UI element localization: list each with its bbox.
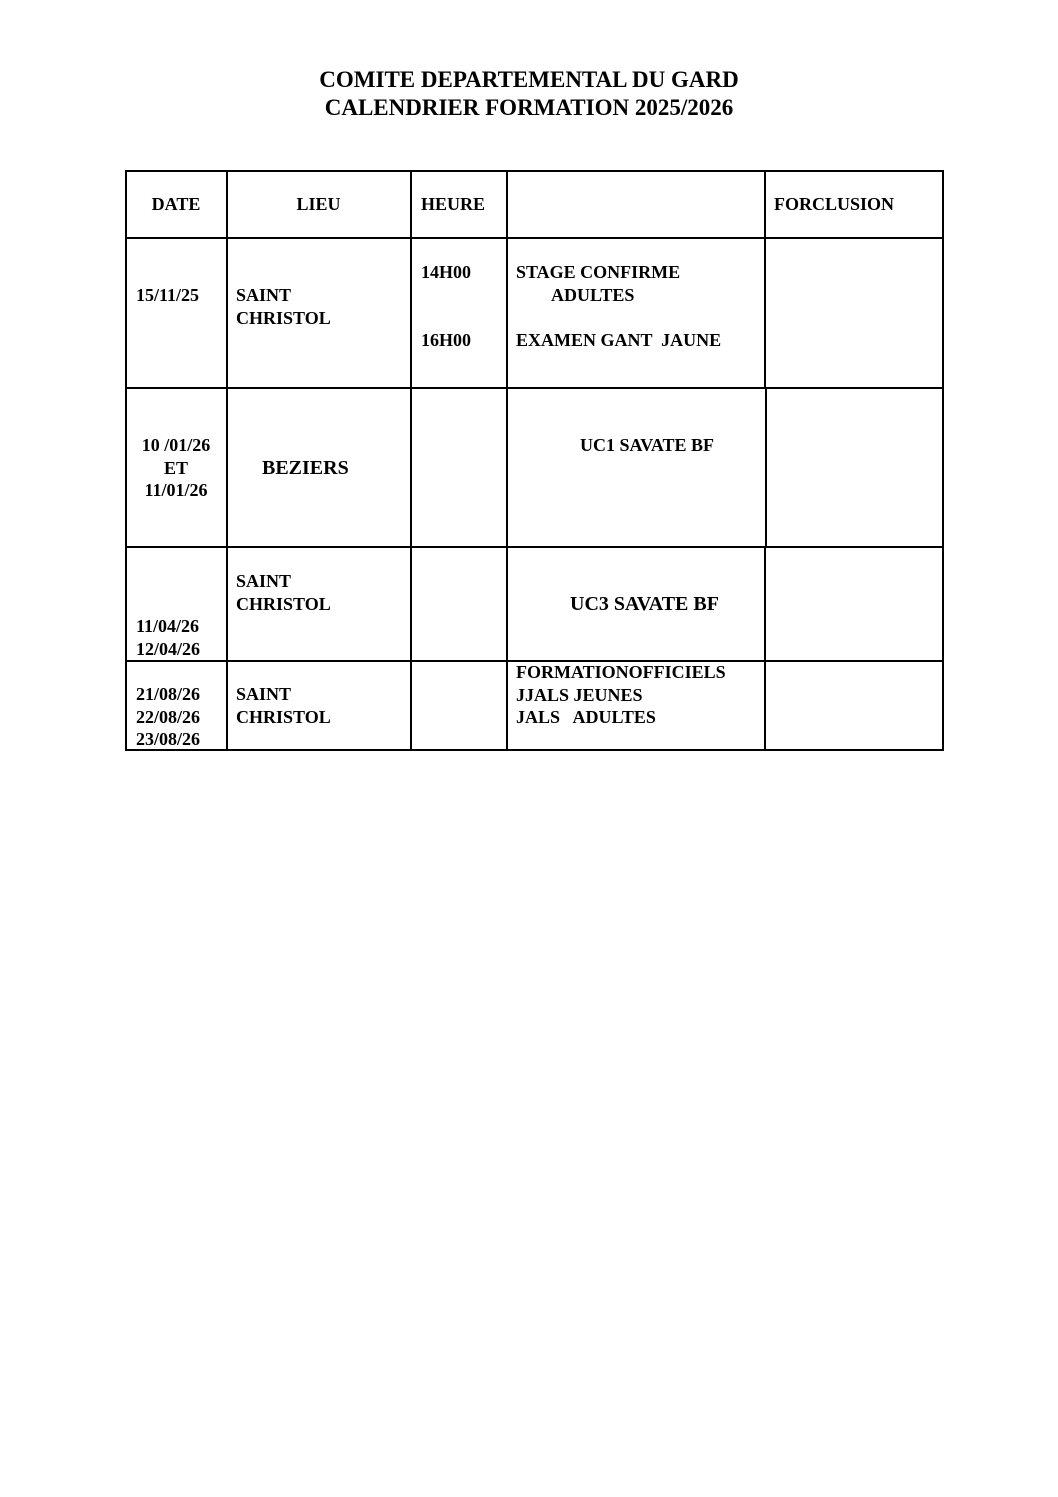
row-date: 15/11/25 <box>136 285 200 305</box>
row-date: 21/08/26 22/08/26 23/08/26 <box>136 684 201 749</box>
column-divider <box>764 546 766 751</box>
row-divider <box>125 546 944 548</box>
column-divider <box>506 170 508 751</box>
row-lieu: SAINT CHRISTOL <box>236 285 331 328</box>
row-content: STAGE CONFIRME ADULTES <box>516 262 681 305</box>
column-divider <box>764 170 766 388</box>
header-heure: HEURE <box>421 194 486 214</box>
table-border-bottom <box>125 749 944 751</box>
row-date: 10 /01/26 ET 11/01/26 <box>141 435 211 500</box>
row-lieu: SAINT CHRISTOL <box>236 684 331 727</box>
row-date: 11/04/26 12/04/26 <box>136 616 201 659</box>
header-date: DATE <box>151 194 201 214</box>
row-content: UC1 SAVATE BF <box>580 435 715 455</box>
column-divider <box>765 387 767 547</box>
row-lieu: SAINT CHRISTOL <box>236 571 331 614</box>
row-divider <box>125 387 944 389</box>
row-content: FORMATIONOFFICIELS JJALS JEUNES JALS ADULTES <box>516 662 726 727</box>
row-content: EXAMEN GANT JAUNE <box>516 330 722 350</box>
column-divider <box>226 170 228 751</box>
header-forclusion: FORCLUSION <box>774 194 895 214</box>
document-subtitle: CALENDRIER FORMATION 2025/2026 <box>324 95 734 120</box>
document-title: COMITE DEPARTEMENTAL DU GARD <box>319 67 739 92</box>
row-heure: 16H00 <box>421 330 472 350</box>
table-border-right <box>942 170 944 751</box>
header-lieu: LIEU <box>296 194 341 214</box>
row-divider <box>125 237 944 239</box>
row-heure: 14H00 <box>421 262 472 282</box>
column-divider <box>410 170 412 751</box>
row-lieu: BEZIERS <box>262 457 349 479</box>
table-border-top <box>125 170 944 172</box>
row-content: UC3 SAVATE BF <box>570 593 719 615</box>
